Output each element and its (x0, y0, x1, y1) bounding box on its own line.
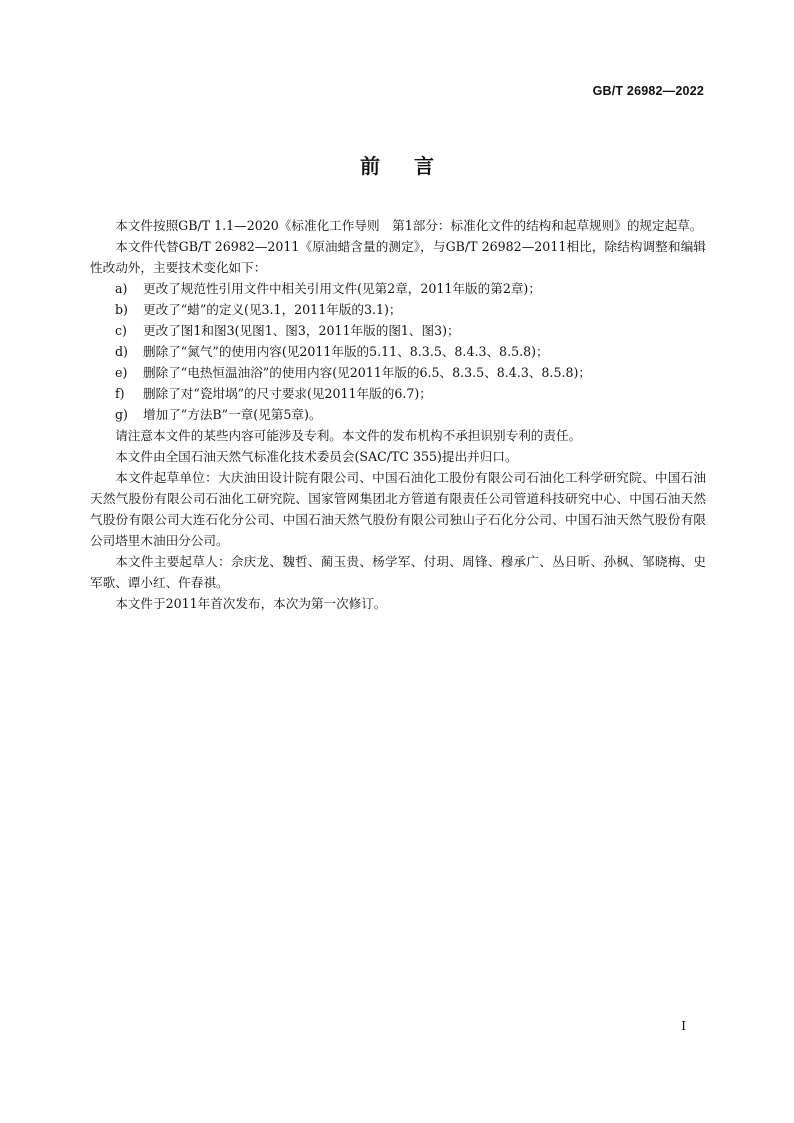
list-item-text: 删除了对“瓷坩埚”的尺寸要求(见2011年版的6.7)； (143, 386, 432, 401)
paragraph-publication-history: 本文件于2011年首次发布，本次为第一次修订。 (115, 596, 387, 611)
paragraph-drafters: 本文件主要起草人：佘庆龙、魏哲、蔺玉贵、杨学军、付玥、周锋、穆承广、丛日昕、孙枫、邹晓梅、史军歌、谭小红、仵春祺。 (90, 554, 706, 590)
list-item-label: e) (115, 365, 128, 380)
paragraph-replacement-statement: 本文件代替GB/T 26982—2011《原油蜡含量的测定》，与GB/T 26982—2011相比，除结构调整和编辑性改动外，主要技术变化如下： (90, 239, 706, 275)
list-item-label: f) (115, 386, 125, 401)
list-item-text: 更改了图1和图3(见图1、图3，2011年版的图1、图3)； (143, 323, 460, 338)
list-item-text: 更改了“蜡”的定义(见3.1，2011年版的3.1)； (143, 302, 402, 317)
paragraph-patent-notice: 请注意本文件的某些内容可能涉及专利。本文件的发布机构不承担识别专利的责任。 (115, 428, 582, 443)
list-item-text: 删除了“电热恒温油浴”的使用内容(见2011年版的6.5、8.3.5、8.4.3、8.5.8)； (143, 365, 591, 380)
list-item-text: 更改了规范性引用文件中相关引用文件(见第2章，2011年版的第2章)； (143, 281, 541, 296)
paragraph-drafting-rules: 本文件按照GB/T 1.1—2020《标准化工作导则 第1部分：标准化文件的结构和起草规则》的规定起草。 (115, 218, 703, 233)
list-item-change (90, 320, 706, 341)
standard-number: GB/T 26982—2022 (592, 84, 704, 98)
list-item-label: b) (115, 302, 128, 317)
list-item-change (90, 362, 706, 383)
list-item-text: 删除了“氮气”的使用内容(见2011年版的5.11、8.3.5、8.4.3、8.5.8)； (143, 344, 549, 359)
page-title: 前言 (360, 154, 468, 178)
list-item-change (90, 404, 706, 425)
list-item-label: d) (115, 344, 128, 359)
list-item-change (90, 278, 706, 299)
foreword-body (90, 215, 706, 614)
list-item-change (90, 341, 706, 362)
page-number: I (681, 1019, 686, 1033)
list-item-label: a) (115, 281, 128, 296)
list-item-label: c) (115, 323, 127, 338)
list-item-text: 增加了“方法B”一章(见第5章)。 (143, 407, 322, 422)
paragraph-proposer: 本文件由全国石油天然气标准化技术委员会(SAC/TC 355)提出并归口。 (115, 449, 518, 464)
list-item-label: g) (115, 407, 128, 422)
list-item-change (90, 299, 706, 320)
list-item-change (90, 383, 706, 404)
paragraph-drafting-organizations: 本文件起草单位：大庆油田设计院有限公司、中国石油化工股份有限公司石油化工科学研究院、中国石油天然气股份有限公司石油化工研究院、国家管网集团北方管道有限责任公司管道科技研究中心、中国石油天然气股份有限公司大连石化分公司、中国石油天然气股份有限公司独山子石化分公司、中国石油天然气股份有限公司塔里木油田分公司。 (90, 470, 706, 548)
